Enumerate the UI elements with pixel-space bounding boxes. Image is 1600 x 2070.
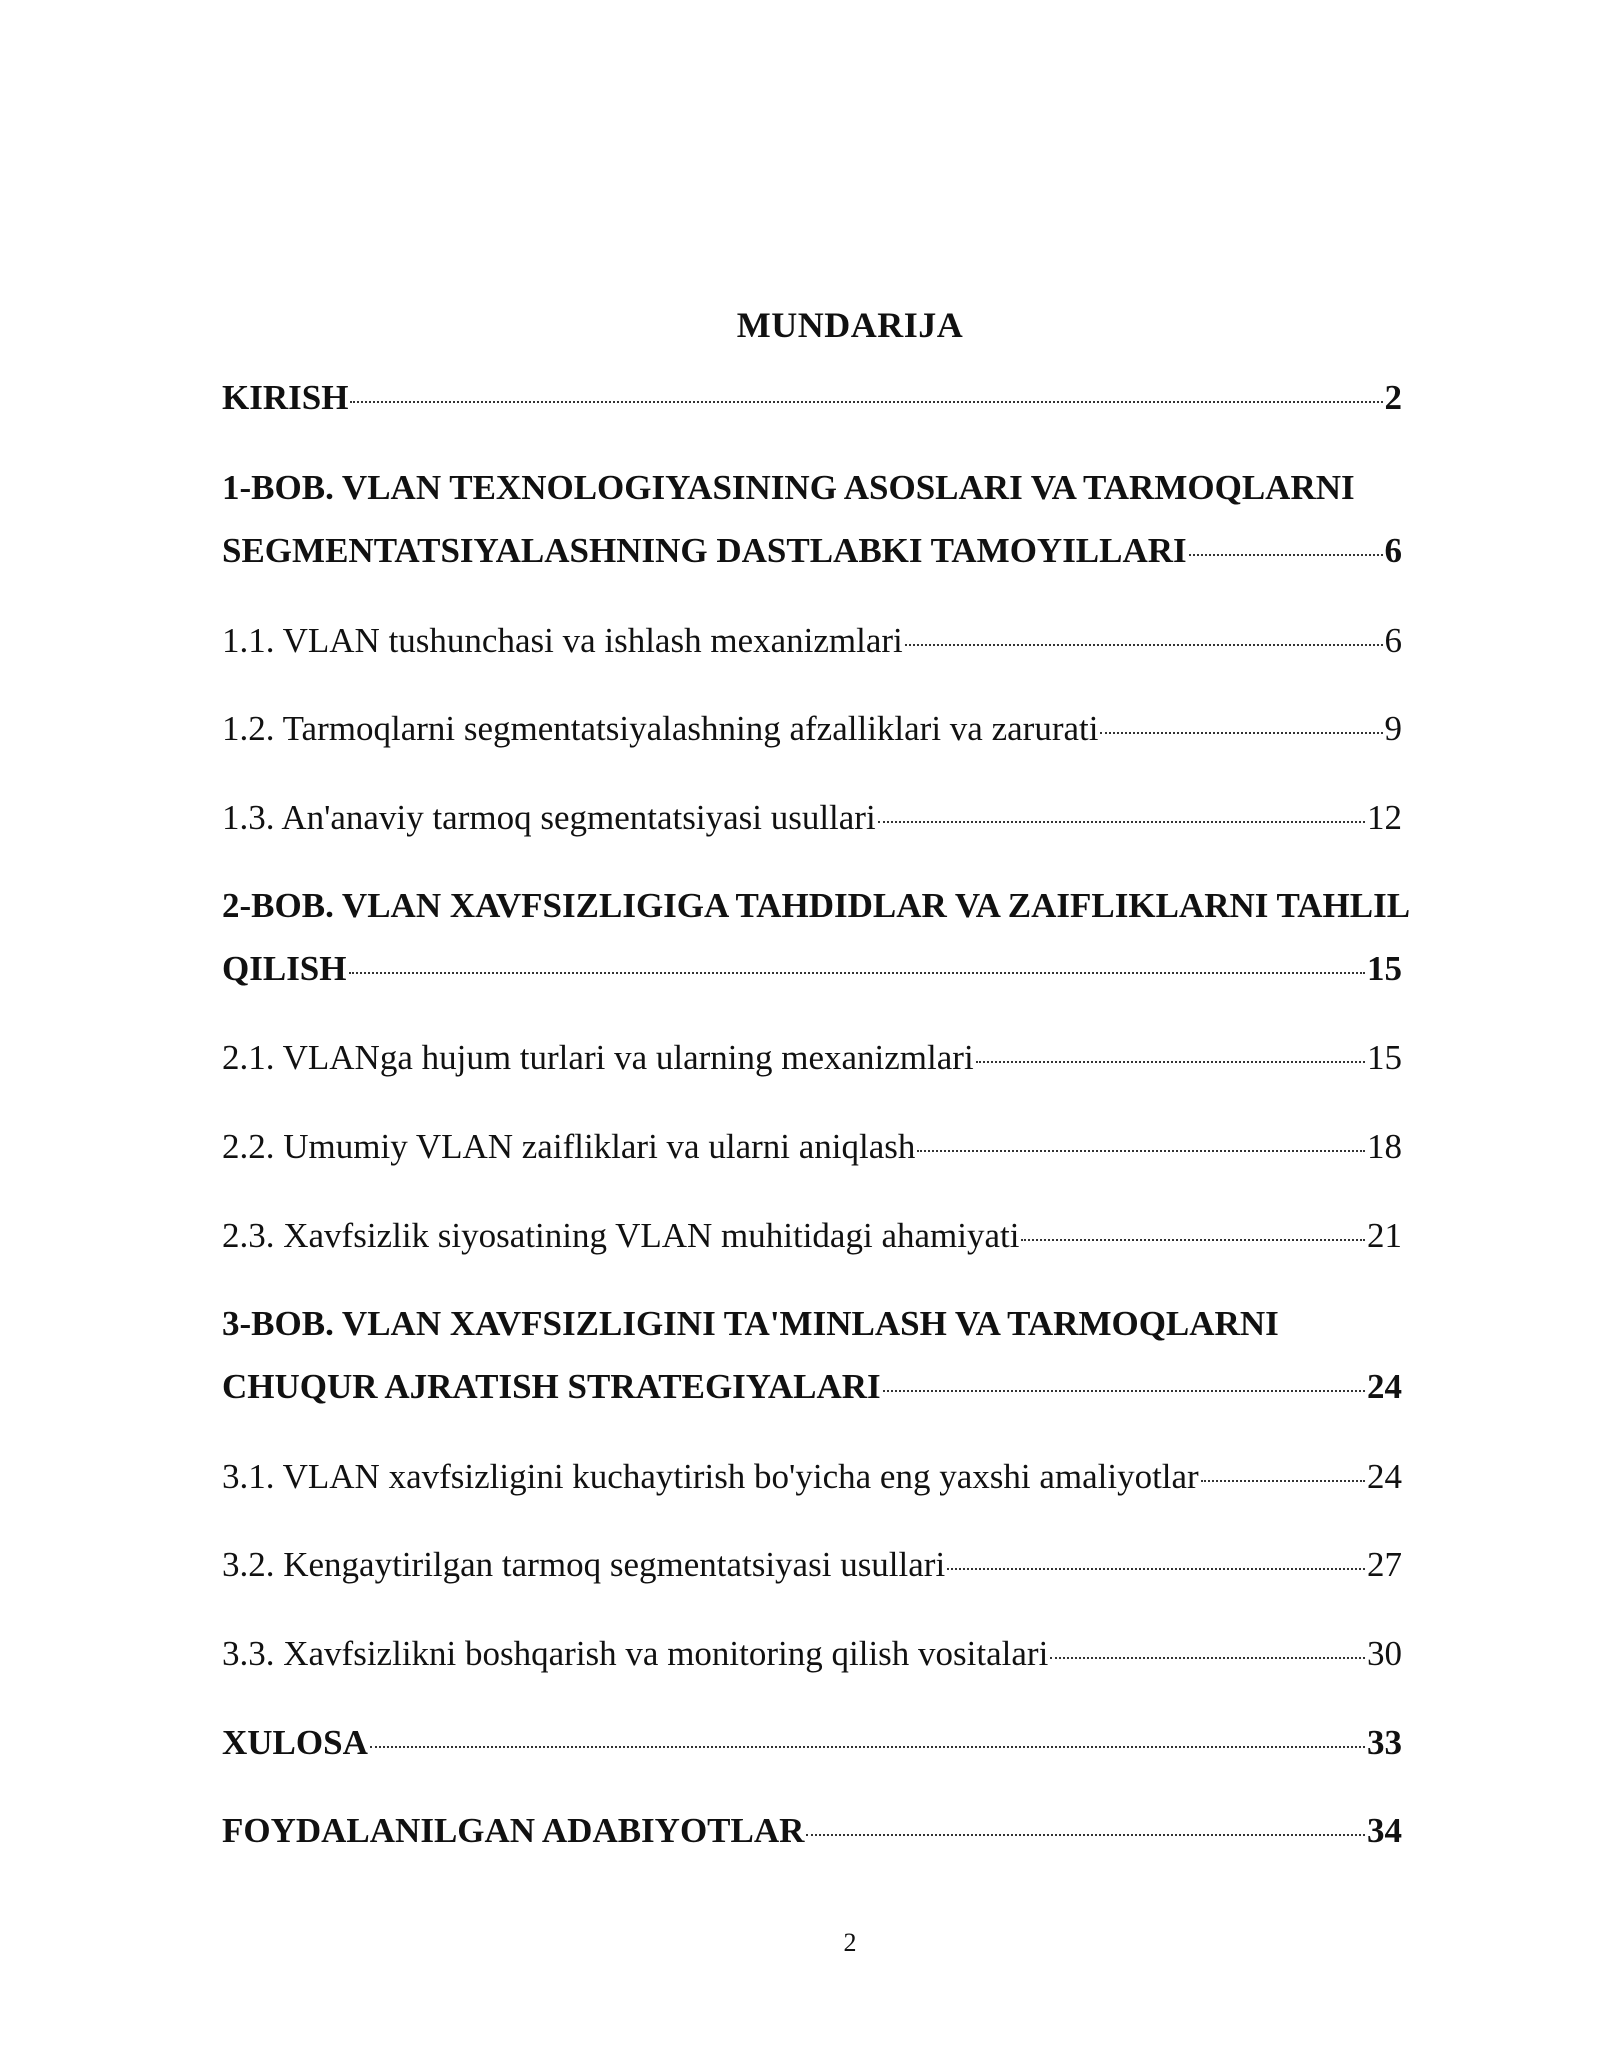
toc-entry-title: SEGMENTATSIYALASHNING DASTLABKI TAMOYILLARI [222, 531, 1187, 570]
toc-entry-kirish[interactable] [222, 366, 1402, 429]
dot-leader [883, 1390, 1365, 1392]
toc-entry-2-2[interactable] [222, 1115, 1402, 1178]
dot-leader [917, 1150, 1365, 1152]
toc-entry-title: 2.2. Umumiy VLAN zaifliklari va ularni aniqlash [222, 1127, 916, 1166]
toc-entry-title: 2.1. VLANga hujum turlari va ularning mexanizmlari [222, 1038, 974, 1077]
toc-entry-1-3[interactable] [222, 786, 1402, 849]
dot-leader [1201, 1480, 1365, 1482]
toc-page-number: 15 [1367, 949, 1402, 988]
toc-entry-3-1[interactable] [222, 1445, 1402, 1508]
toc-entry-2-3[interactable] [222, 1204, 1402, 1267]
toc-page-number: 2 [1384, 378, 1402, 417]
toc-entry-1-1[interactable] [222, 609, 1402, 672]
toc-entry-title: 1.3. An'anaviy tarmoq segmentatsiyasi usullari [222, 798, 876, 837]
toc-page-number: 24 [1367, 1457, 1402, 1496]
toc-page-number: 6 [1384, 621, 1402, 660]
toc-entry-3-2[interactable] [222, 1533, 1402, 1596]
toc-entry-adabiyotlar[interactable] [222, 1799, 1402, 1862]
dot-leader [806, 1834, 1365, 1836]
dot-leader [976, 1061, 1365, 1063]
toc-page-number: 33 [1367, 1723, 1402, 1762]
toc-entry-title: 3.3. Xavfsizlikni boshqarish va monitoring qilish vositalari [222, 1634, 1049, 1673]
toc-entry-3-3[interactable] [222, 1622, 1402, 1685]
toc-entry-chapter-1[interactable] [222, 456, 1402, 582]
toc-page-number: 30 [1367, 1634, 1402, 1673]
toc-entry-title: 1.1. VLAN tushunchasi va ishlash mexanizmlari [222, 621, 903, 660]
toc-entry-title: KIRISH [222, 378, 349, 417]
toc-entry-chapter-2[interactable] [222, 874, 1411, 1000]
toc-entry-title: QILISH [222, 949, 347, 988]
dot-leader [1050, 1657, 1365, 1659]
toc-page-number: 15 [1367, 1038, 1402, 1077]
toc-page-number: 12 [1367, 798, 1402, 837]
toc-entry-title: 3.1. VLAN xavfsizligini kuchaytirish bo'yicha eng yaxshi amaliyotlar [222, 1457, 1199, 1496]
dot-leader [878, 821, 1365, 823]
page-number: 2 [843, 1928, 857, 1957]
dot-leader [1021, 1239, 1365, 1241]
toc-entry-title: 2.3. Xavfsizlik siyosatining VLAN muhitidagi ahamiyati [222, 1216, 1020, 1255]
toc-page-number: 27 [1367, 1545, 1402, 1584]
dot-leader [1189, 554, 1383, 556]
toc-entry-title: CHUQUR AJRATISH STRATEGIYALARI [222, 1367, 881, 1406]
toc-page-number: 18 [1367, 1127, 1402, 1166]
toc-entry-title: FOYDALANILGAN ADABIYOTLAR [222, 1811, 805, 1850]
toc-page-number: 9 [1384, 709, 1402, 748]
page-title: MUNDARIJA [736, 305, 964, 345]
toc-entry-chapter-3[interactable] [222, 1292, 1402, 1418]
dot-leader [370, 1746, 1365, 1748]
dot-leader [1100, 732, 1382, 734]
toc-entry-title: 1.2. Tarmoqlarni segmentatsiyalashning afzalliklari va zarurati [222, 709, 1099, 748]
toc-entry-xulosa[interactable] [222, 1711, 1402, 1774]
toc-entry-title-line-1: 1-BOB. VLAN TEXNOLOGIYASINING ASOSLARI VA TARMOQLARNI [222, 468, 1355, 507]
dot-leader [947, 1568, 1365, 1570]
toc-entry-title-line-1: 3-BOB. VLAN XAVFSIZLIGINI TA'MINLASH VA TARMOQLARNI [222, 1304, 1279, 1343]
toc-page-number: 24 [1367, 1367, 1402, 1406]
toc-entry-1-2[interactable] [222, 697, 1402, 760]
toc-entry-2-1[interactable] [222, 1026, 1402, 1089]
toc-entry-title: 3.2. Kengaytirilgan tarmoq segmentatsiyasi usullari [222, 1545, 946, 1584]
toc-page-number: 6 [1384, 531, 1402, 570]
toc-page-number: 21 [1367, 1216, 1402, 1255]
toc-page-number: 34 [1367, 1811, 1402, 1850]
dot-leader [350, 401, 1382, 403]
dot-leader [905, 644, 1383, 646]
dot-leader [349, 972, 1366, 974]
toc-entry-title: XULOSA [222, 1723, 368, 1762]
toc-entry-title-line-1: 2-BOB. VLAN XAVFSIZLIGIGA TAHDIDLAR VA ZAIFLIKLARNI TAHLIL [222, 886, 1411, 925]
